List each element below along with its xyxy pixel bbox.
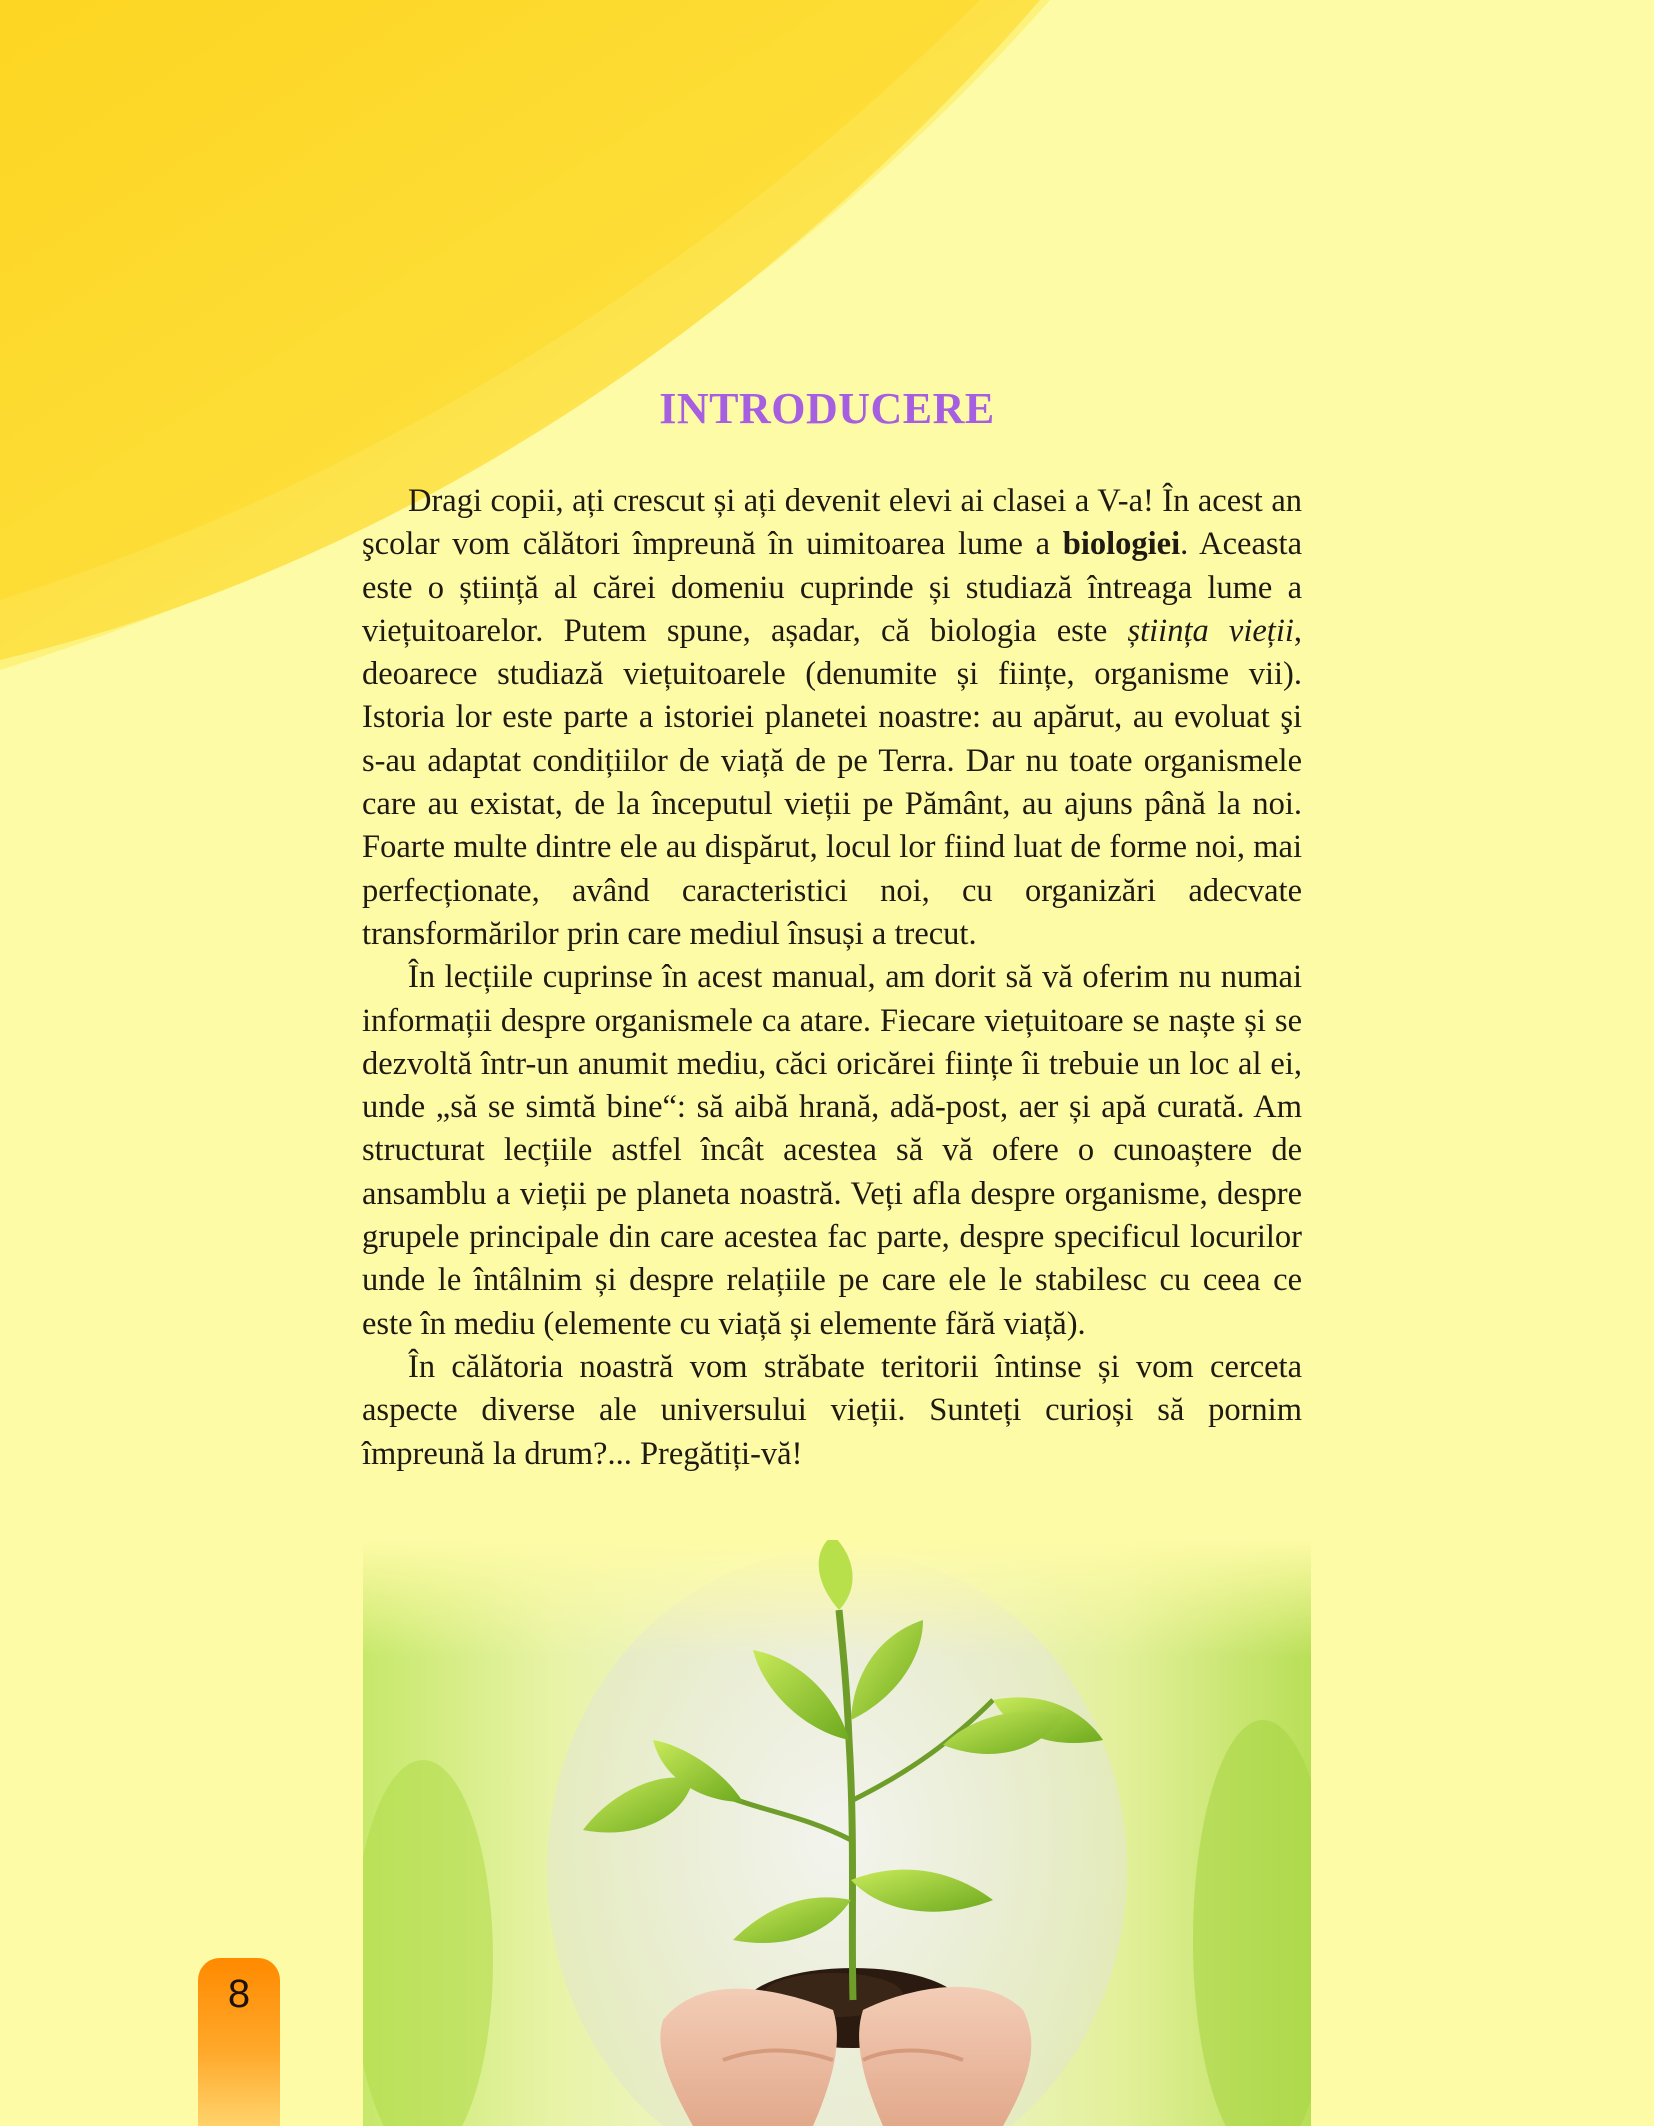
science-of-life-term: știința vieții (1127, 612, 1294, 649)
page-number: 8 (227, 1972, 251, 2016)
hands-holding-seedling-photo (363, 1540, 1311, 2126)
paragraph-2: În lecțiile cuprinse în acest manual, am dorit să vă oferim nu numai informații despre organismele ca atare. Fiecare viețuitoare se naște și se dezvoltă într-un anumit mediu, căci oricărei ființe îi trebuie un loc al ei, unde „să se simtă bine“: să aibă hrană, adă-post, aer și apă curată. Am structurat lecțiile astfel încât acestea să vă ofere o cunoaștere de ansamblu a vieții pe planeta noastră. Veți afla despre organisme, despre grupele principale din care acestea fac parte, despre specificul locurilor unde le întâlnim și despre relațiile pe care ele le stabilesc cu ceea ce este în mediu (elemente cu viață și elemente fără viață). (362, 959, 1302, 1342)
page-title: INTRODUCERE (659, 384, 995, 433)
introduction-text (362, 480, 1302, 1476)
biology-keyword: biologiei (1062, 526, 1181, 563)
paragraph-3: În călătoria noastră vom străbate teritorii întinse și vom cerceta aspecte diverse ale universului vieții. Sunteți curioși să pornim împreună la drum?... Pregătiți-vă! (362, 1348, 1302, 1472)
paragraph-1: Dragi copii, ați crescut și ați devenit elevi ai clasei a V-a! În acest an şcolar vom călători împreună în uimitoarea lume a biologiei. Aceasta este o știință al cărei domeniu cuprinde și studiază întreaga lume a viețuitoarelor. Putem spune, așadar, că biologia este știința vieții, deoarece studiază viețuitoarele (denumite și ființe, organisme vii). Istoria lor este parte a istoriei planetei noastre: au apărut, au evoluat şi s-au adaptat condițiilor de viață de pe Terra. Dar nu toate organismele care au existat, de la începutul vieții pe Pământ, au ajuns până la noi. Foarte multe dintre ele au dispărut, locul lor fiind luat de forme noi, mai perfecționate, având caracteristici noi, cu organizări adecvate transformărilor prin care mediul însuși a trecut. (362, 483, 1303, 952)
